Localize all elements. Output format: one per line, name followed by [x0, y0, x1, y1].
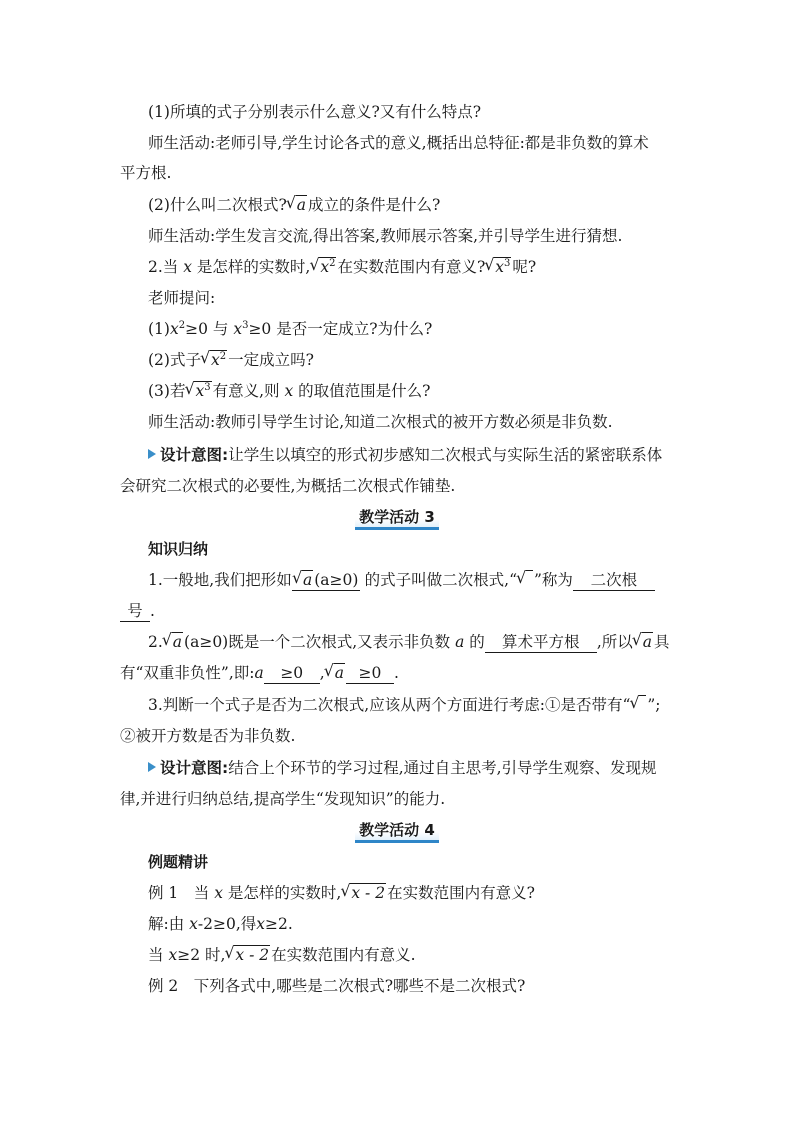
design-intent-1-cont: 会研究二次根式的必要性,为概括二次根式作铺垫. [120, 477, 456, 495]
design-intent-2: 设计意图:结合上个环节的学习过程,通过自主思考,引导学生观察、发现规 [148, 757, 657, 779]
radical-sign [630, 694, 646, 716]
sqrt-x3: √ $x^3$ [185, 380, 211, 402]
activity-line-1-cont: 平方根. [120, 164, 172, 182]
activity-line-1: 师生活动:老师引导,学生讨论各式的意义,概括出总特征:都是非负数的算术 [148, 134, 649, 152]
sqrt-a: √ a [325, 662, 345, 684]
example-1: 例 1 当 x 是怎样的实数时,√ x - 2 在实数范围内有意义? [148, 882, 535, 904]
solution-2: 当 x≥2 时,√ x - 2 在实数范围内有意义. [148, 944, 416, 966]
teacher-question-1: $(1)x^2\ge 0$ 与 $x^3\ge 0$ 是否一定成立?为什么? [148, 320, 433, 338]
question-1: (1)所填的式子分别表示什么意义?又有什么特点? [148, 103, 482, 121]
fill-blank: 二次根 [573, 570, 655, 591]
knowledge-1: 1.一般地,我们把形如√ a (a≥0) 的式子叫做二次根式,“√ ”称为 二次根 [148, 569, 655, 591]
problem-2: 2.当 x 是怎样的实数时,√ $x^2$ 在实数范围内有意义?√ $x^3$ 呢? [148, 256, 536, 278]
fill-blank: ≥0 [346, 663, 394, 684]
sqrt-a: √ a [633, 631, 653, 653]
design-intent-1: 设计意图:让学生以填空的形式初步感知二次根式与实际生活的紧密联系体 [148, 444, 662, 466]
question-2: (2)什么叫二次根式?√ a 成立的条件是什么? [148, 194, 440, 216]
knowledge-2: 2.√ a (a≥0)既是一个二次根式,又表示非负数 a 的 算术平方根 ,所以√ a 具 [148, 631, 670, 653]
activity-line-3: 师生活动:教师引导学生讨论,知道二次根式的被开方数必须是非负数. [148, 413, 613, 431]
sqrt-x-minus-2: √ x - 2 [341, 882, 386, 904]
activity-line-2: 师生活动:学生发言交流,得出答案,教师展示答案,并引导学生进行猜想. [148, 227, 623, 245]
fill-blank: ≥0 [264, 663, 320, 684]
fill-blank: √ a (a≥0) [292, 570, 360, 591]
triangle-marker-icon [148, 449, 156, 459]
knowledge-1-cont: 号 . [120, 600, 155, 622]
knowledge-2-cont: 有“双重非负性”,即:a ≥0 ,√ a ≥0 . [120, 662, 399, 684]
section-heading-4: 教学活动 4 [0, 820, 794, 844]
sqrt-a: √ a [287, 194, 307, 216]
sqrt-x2: √ $x^2$ [201, 349, 227, 371]
sqrt-x2: √ $x^2$ [310, 256, 336, 278]
section-heading-3: 教学活动 3 [0, 507, 794, 531]
teacher-question-label: 老师提问: [148, 289, 216, 307]
sqrt-x3: √ $x^3$ [485, 256, 511, 278]
triangle-marker-icon [148, 762, 156, 772]
knowledge-3-cont: ②被开方数是否为非负数. [120, 727, 296, 745]
subheading-examples: 例题精讲 [148, 853, 209, 871]
teacher-question-2: (2)式子√ $x^2$ 一定成立吗? [148, 349, 314, 371]
teacher-question-3: (3)若√ $x^3$ 有意义,则 x 的取值范围是什么? [148, 380, 430, 402]
example-2: 例 2 下列各式中,哪些是二次根式?哪些不是二次根式? [148, 977, 526, 995]
design-intent-2-cont: 律,并进行归纳总结,提高学生“发现知识”的能力. [120, 790, 446, 808]
radical-sign [517, 569, 533, 591]
fill-blank: 算术平方根 [485, 632, 597, 653]
fill-blank: 号 [120, 601, 150, 622]
sqrt-a: √ a [163, 631, 183, 653]
knowledge-3: 3.判断一个式子是否为二次根式,应该从两个方面进行考虑:①是否带有“√ ”; [148, 694, 660, 716]
subheading-knowledge: 知识归纳 [148, 540, 209, 558]
solution-1: 解:由 x-2≥0,得x≥2. [148, 915, 293, 933]
sqrt-x-minus-2: √ x - 2 [225, 944, 270, 966]
